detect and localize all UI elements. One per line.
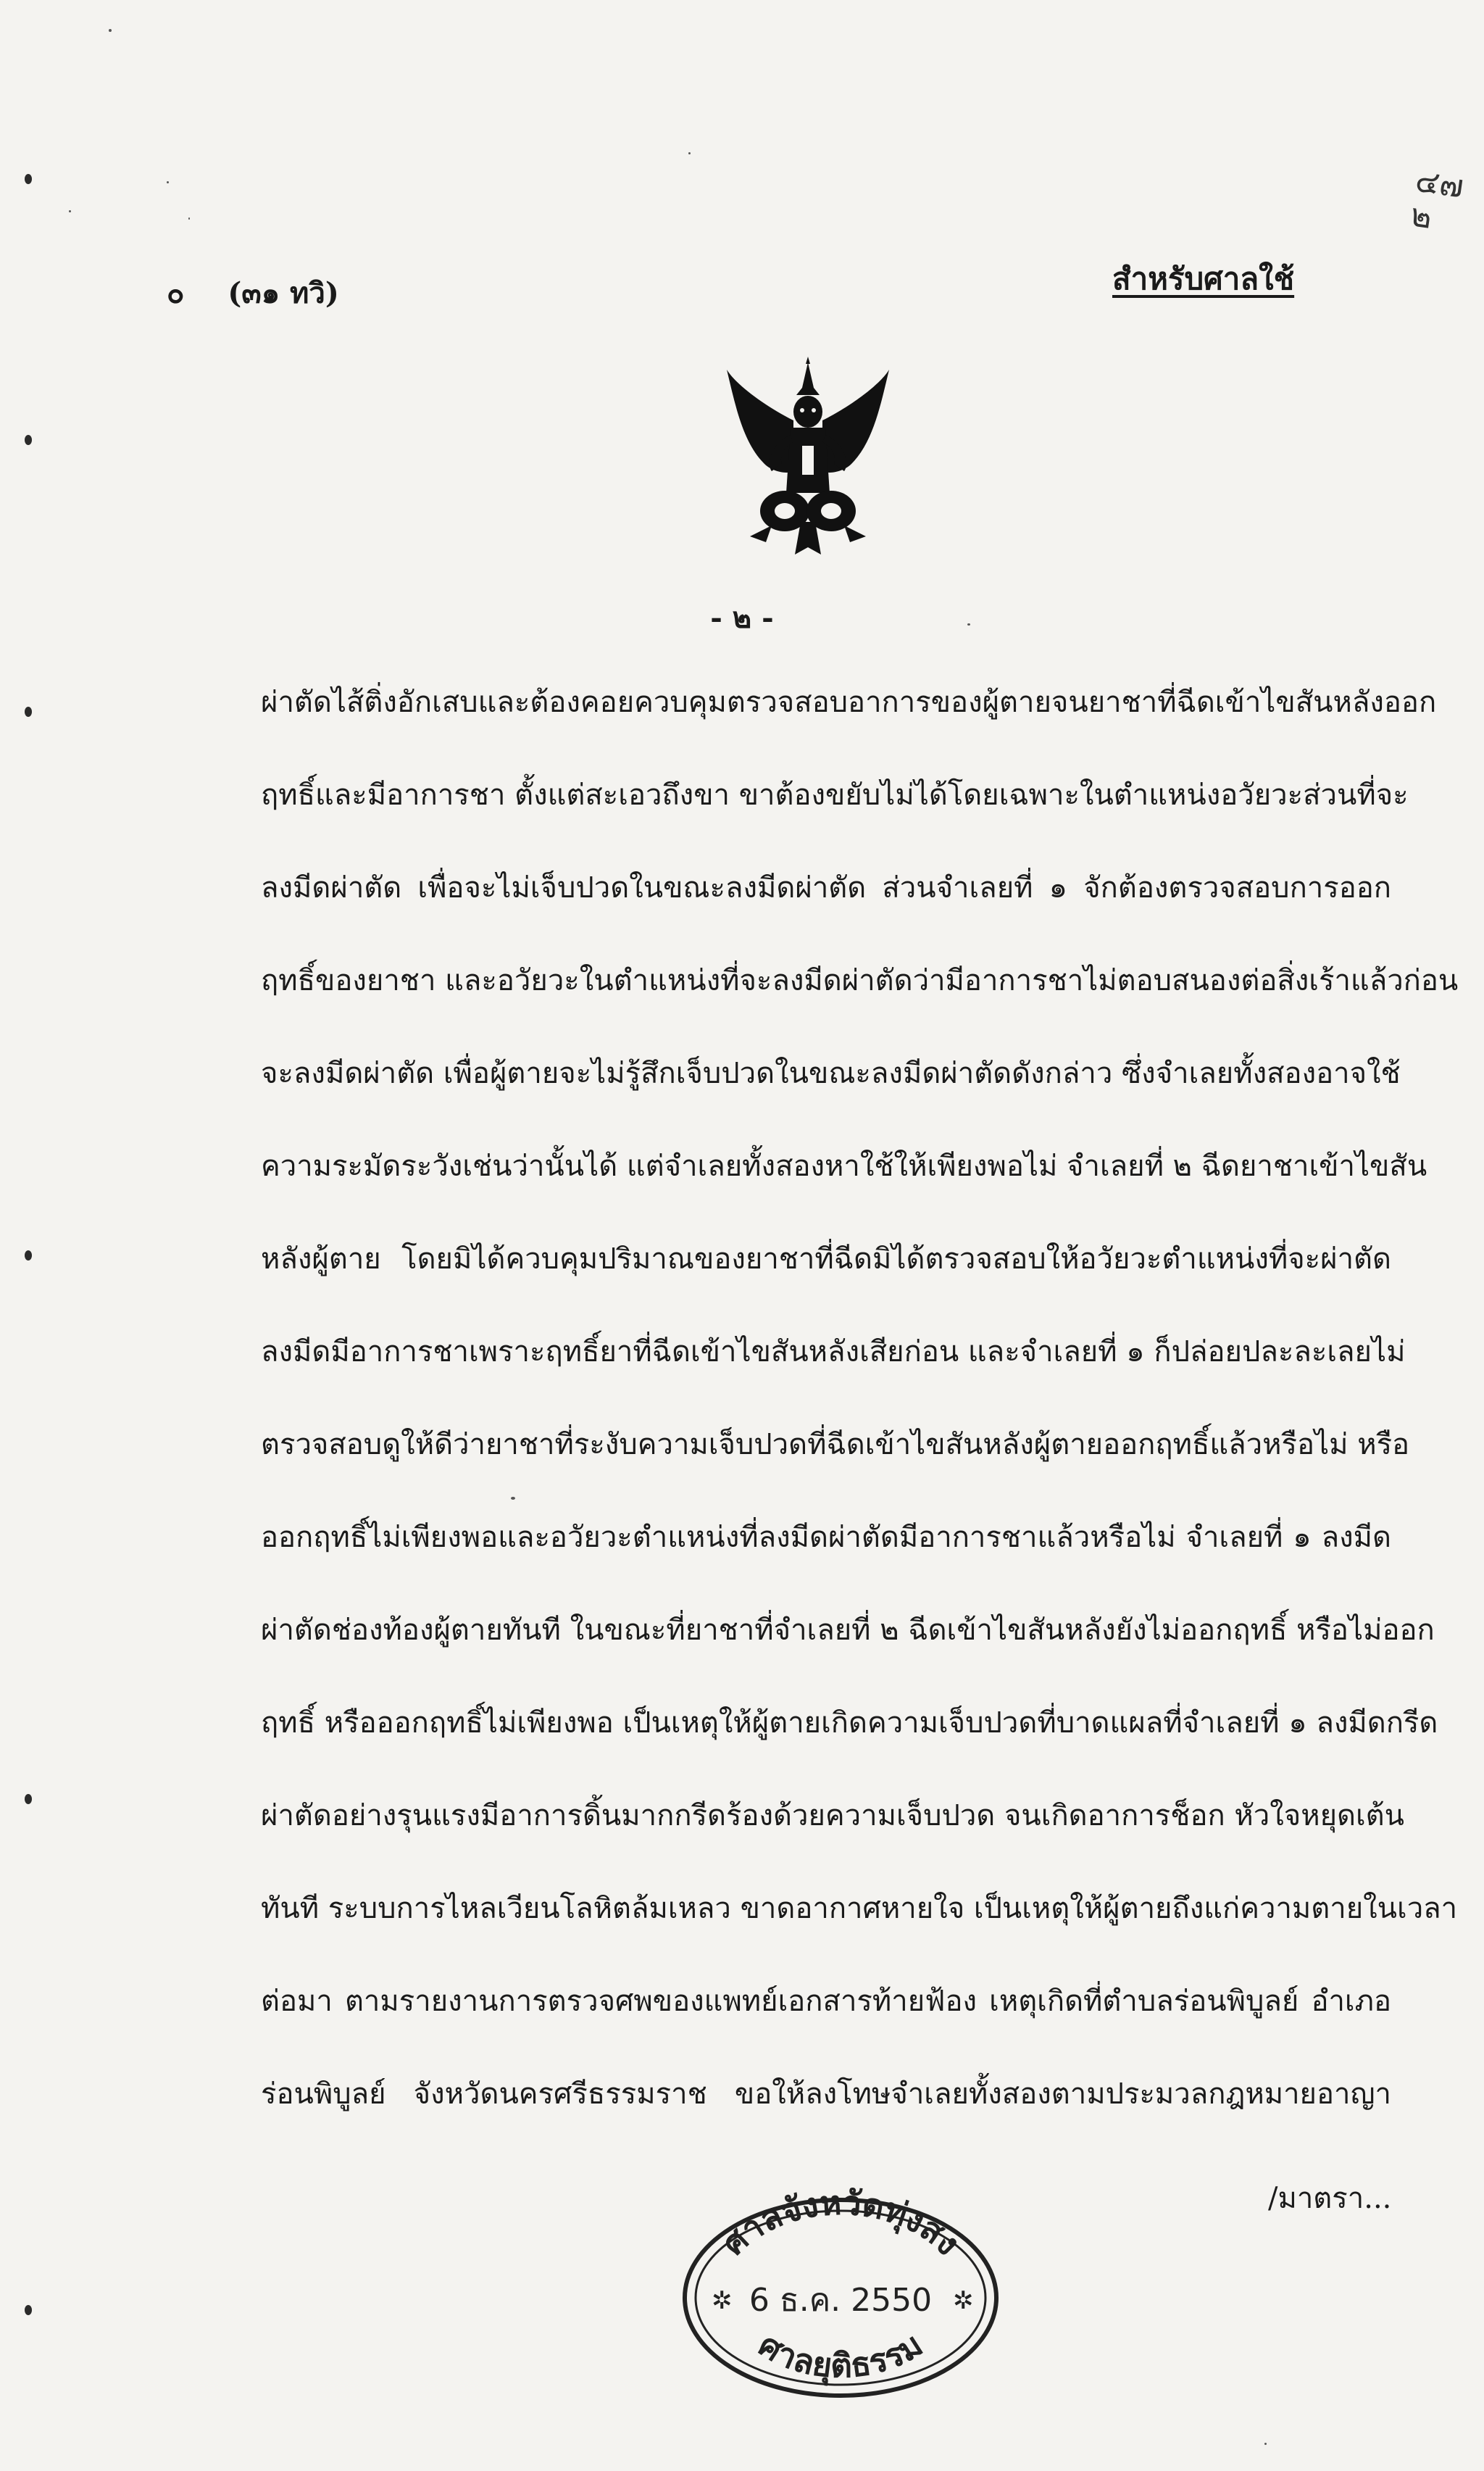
stamp-top-text: ศาลจังหวัดทุ่งสง [714,2183,968,2263]
form-header [167,270,339,316]
text-line: ผ่าตัดช่องท้องผู้ตายทันที ในขณะที่ยาชาที่จำเลยที่ ๒ ฉีดเข้าไขสันหลังยังไม่ออกฤทธิ์ หรือไม่ออก [261,1614,1435,1647]
text-line: ทันที ระบบการไหลเวียนโลหิตล้มเหลว ขาดอากาศหายใจ เป็นเหตุให้ผู้ตายถึงแก่ความตายในเวลา [261,1892,1458,1925]
page-number: - ๒ - [710,601,774,635]
text-line: ลงมีดมีอาการชาเพราะฤทธิ์ยาที่ฉีดเข้าไขสันหลังเสียก่อน และจำเลยที่ ๑ ก็ปล่อยปละละเลยไม่ [261,1335,1406,1369]
form-code: (๓๑ ทวิ) [228,276,339,310]
binding-hole [25,707,32,717]
binding-hole [25,174,32,184]
garuda-emblem-icon [721,355,895,565]
star-icon: ✲ [953,2286,974,2315]
text-line: ฤทธิ์ของยาชา และอวัยวะในตำแหน่งที่จะลงมีดผ่าตัดว่ามีอาการชาไม่ตอบสนองต่อสิ่งเร้าแล้วก่อน [261,964,1459,997]
binding-hole [25,2305,32,2315]
text-line: ฤทธิ์และมีอาการชา ตั้งแต่สะเอวถึงขา ขาต้องขยับไม่ได้โดยเฉพาะในตำแหน่งอวัยวะส่วนที่จะ [261,778,1409,812]
text-line: ออกฤทธิ์ไม่เพียงพอและอวัยวะตำแหน่งที่ลงมีดผ่าตัดมีอาการชาแล้วหรือไม่ จำเลยที่ ๑ ลงมีด [261,1521,1391,1554]
text-line: ต่อมา ตามรายงานการตรวจศพของแพทย์เอกสารท้ายฟ้อง เหตุเกิดที่ตำบลร่อนพิบูลย์ อำเภอ [261,1985,1391,2018]
text-line: ฤทธิ์ หรือออกฤทธิ์ไม่เพียงพอ เป็นเหตุให้ผู้ตายเกิดความเจ็บปวดที่บาดแผลที่จำเลยที่ ๑ ลงมีดกรีด [261,1706,1438,1740]
text-line: ร่อนพิบูลย์ จังหวัดนครศรีธรรมราช ขอให้ลงโทษจำเลยทั้งสองตามประมวลกฎหมายอาญา [261,2077,1391,2111]
text-line: ลงมีดผ่าตัด เพื่อจะไม่เจ็บปวดในขณะลงมีดผ่าตัด ส่วนจำเลยที่ ๑ จักต้องตรวจสอบการออก [261,871,1391,905]
text-line: จะลงมีดผ่าตัด เพื่อผู้ตายจะไม่รู้สึกเจ็บปวดในขณะลงมีดผ่าตัดดังกล่าว ซึ่งจำเลยทั้งสองอาจใช้ [261,1057,1401,1090]
binding-hole [25,435,32,445]
continuation-marker: /มาตรา... [1268,2182,1392,2215]
text-line: ตรวจสอบดูให้ดีว่ายาชาที่ระงับความเจ็บปวดที่ฉีดเข้าไขสันหลังผู้ตายออกฤทธิ์แล้วหรือไม่ หรือ [261,1428,1410,1461]
text-line: ความระมัดระวังเช่นว่านั้นได้ แต่จำเลยทั้งสองหาใช้ให้เพียงพอไม่ จำเลยที่ ๒ ฉีดยาชาเข้าไขสัน [261,1150,1427,1183]
court-use-label: สำหรับศาลใช้ [1112,261,1295,296]
text-line: หลังผู้ตาย โดยมิได้ควบคุมปริมาณของยาชาที่ฉีดมิได้ตรวจสอบให้อวัยวะตำแหน่งที่จะผ่าตัด [261,1242,1391,1276]
text-line: ผ่าตัดอย่างรุนแรงมีอาการดิ้นมากกรีดร้องด้วยความเจ็บปวด จนเกิดอาการช็อก หัวใจหยุดเต้น [261,1799,1404,1832]
form-number: ๐ [167,276,185,310]
binding-hole [25,1794,32,1804]
handwritten-margin-note: ๔๗ ๒ [1408,162,1467,237]
court-stamp [667,2182,1014,2399]
stamp-date: 6 ธ.ค. 2550 [749,2282,933,2319]
body-text [261,670,1459,2155]
binding-hole [25,1250,32,1261]
stamp-bottom-text: ศาลยุติธรรม [751,2325,930,2385]
text-line: ผ่าตัดไส้ติ่งอักเสบและต้องคอยควบคุมตรวจสอบอาการของผู้ตายจนยาชาที่ฉีดเข้าไขสันหลังออก [261,686,1437,719]
star-icon: ✲ [712,2286,733,2315]
